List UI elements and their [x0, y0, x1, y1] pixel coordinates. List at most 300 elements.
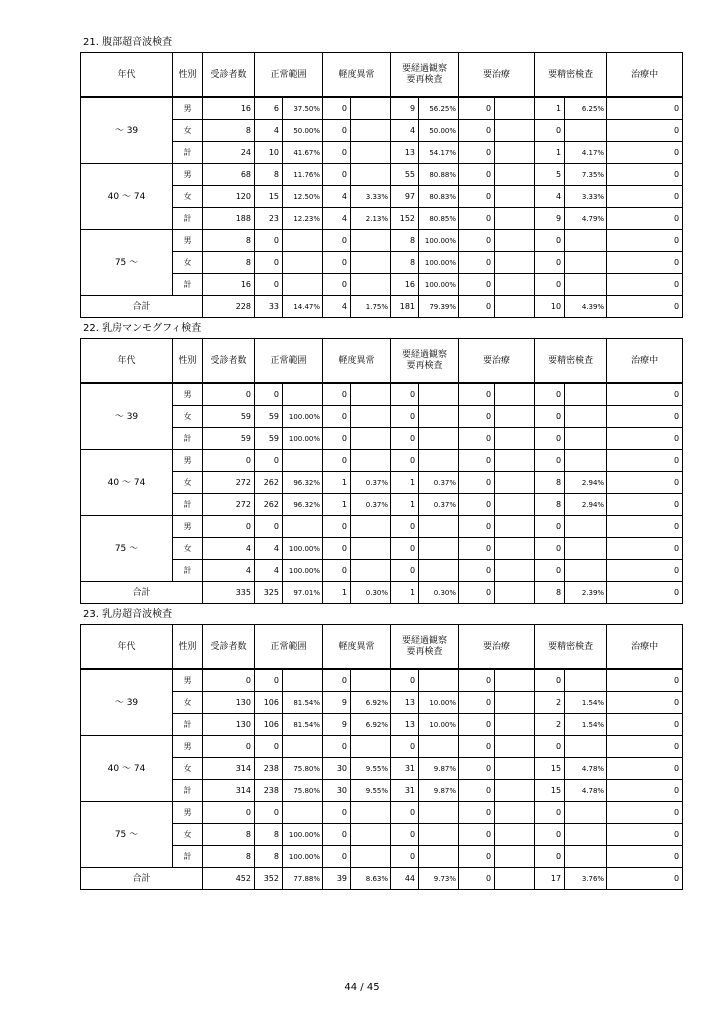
sex-cell: 計: [173, 274, 203, 296]
examinees-count: 335: [203, 582, 255, 604]
treatment-percent: [495, 97, 535, 120]
followup-count: 0: [391, 538, 419, 560]
detailed-count: 0: [535, 846, 565, 868]
sex-cell: 計: [173, 428, 203, 450]
normal-count: 8: [255, 824, 283, 846]
treatment-count: 0: [459, 274, 495, 296]
table-row: [81, 736, 683, 758]
followup-count: 0: [391, 450, 419, 472]
mild-percent: 8.63%: [351, 868, 391, 890]
detailed-count: 2: [535, 714, 565, 736]
sex-cell: 男: [173, 736, 203, 758]
under-treatment-count: 0: [607, 824, 683, 846]
mild-percent: [351, 274, 391, 296]
followup-percent: [419, 450, 459, 472]
detailed-percent: 4.79%: [565, 208, 607, 230]
mild-percent: [351, 824, 391, 846]
followup-percent: [419, 824, 459, 846]
detailed-count: 4: [535, 186, 565, 208]
normal-count: 262: [255, 494, 283, 516]
normal-count: 6: [255, 97, 283, 120]
detailed-percent: [565, 669, 607, 692]
under-treatment-count: 0: [607, 97, 683, 120]
examinees-count: 16: [203, 274, 255, 296]
followup-percent: 80.88%: [419, 164, 459, 186]
treatment-percent: [495, 802, 535, 824]
mild-count: 0: [323, 802, 351, 824]
detailed-count: 0: [535, 736, 565, 758]
followup-percent: 9.87%: [419, 780, 459, 802]
normal-percent: 50.00%: [283, 120, 323, 142]
normal-percent: [283, 274, 323, 296]
treatment-count: 0: [459, 868, 495, 890]
examinees-count: 0: [203, 383, 255, 406]
examinees-count: 0: [203, 736, 255, 758]
mild-percent: [351, 669, 391, 692]
followup-count: 13: [391, 692, 419, 714]
followup-count: 31: [391, 780, 419, 802]
header-age: 年代: [81, 339, 173, 384]
mild-count: 30: [323, 758, 351, 780]
header-sex: 性別: [173, 339, 203, 384]
header-normal: 正常範囲: [255, 339, 323, 384]
treatment-percent: [495, 142, 535, 164]
mild-count: 0: [323, 538, 351, 560]
header-followup: 要経過観察 要再検査: [391, 625, 459, 670]
normal-percent: 77.88%: [283, 868, 323, 890]
followup-count: 1: [391, 582, 419, 604]
examinees-count: 130: [203, 714, 255, 736]
under-treatment-count: 0: [607, 274, 683, 296]
mild-percent: [351, 428, 391, 450]
mild-percent: 9.55%: [351, 780, 391, 802]
followup-count: 0: [391, 516, 419, 538]
mild-count: 1: [323, 494, 351, 516]
followup-percent: 0.37%: [419, 472, 459, 494]
normal-percent: 97.01%: [283, 582, 323, 604]
mild-count: 0: [323, 230, 351, 252]
under-treatment-count: 0: [607, 868, 683, 890]
sex-cell: 女: [173, 120, 203, 142]
detailed-count: 10: [535, 296, 565, 318]
treatment-percent: [495, 516, 535, 538]
followup-count: 8: [391, 230, 419, 252]
sex-cell: 男: [173, 383, 203, 406]
under-treatment-count: 0: [607, 186, 683, 208]
under-treatment-count: 0: [607, 142, 683, 164]
mild-count: 0: [323, 450, 351, 472]
examinees-count: 314: [203, 758, 255, 780]
treatment-percent: [495, 669, 535, 692]
under-treatment-count: 0: [607, 164, 683, 186]
under-treatment-count: 0: [607, 383, 683, 406]
followup-percent: [419, 516, 459, 538]
normal-percent: 100.00%: [283, 824, 323, 846]
treatment-count: 0: [459, 560, 495, 582]
detailed-count: 0: [535, 560, 565, 582]
followup-count: 13: [391, 714, 419, 736]
under-treatment-count: 0: [607, 780, 683, 802]
mild-count: 1: [323, 472, 351, 494]
mild-percent: 6.92%: [351, 692, 391, 714]
detailed-count: 8: [535, 582, 565, 604]
header-sex: 性別: [173, 625, 203, 670]
normal-count: 59: [255, 428, 283, 450]
mild-count: 0: [323, 142, 351, 164]
treatment-percent: [495, 450, 535, 472]
followup-count: 152: [391, 208, 419, 230]
treatment-count: 0: [459, 120, 495, 142]
followup-count: 0: [391, 669, 419, 692]
sex-cell: 計: [173, 494, 203, 516]
mild-count: 0: [323, 97, 351, 120]
mild-percent: [351, 538, 391, 560]
normal-percent: [283, 383, 323, 406]
detailed-percent: [565, 450, 607, 472]
sex-cell: 女: [173, 406, 203, 428]
mild-count: 9: [323, 692, 351, 714]
sex-cell: 男: [173, 516, 203, 538]
total-label: 合計: [81, 296, 203, 318]
detailed-count: 0: [535, 428, 565, 450]
header-mild: 軽度異常: [323, 339, 391, 384]
header-age: 年代: [81, 53, 173, 98]
normal-percent: [283, 802, 323, 824]
header-sex: 性別: [173, 53, 203, 98]
normal-percent: 96.32%: [283, 494, 323, 516]
under-treatment-count: 0: [607, 560, 683, 582]
normal-count: 0: [255, 230, 283, 252]
mild-percent: [351, 406, 391, 428]
followup-percent: 0.37%: [419, 494, 459, 516]
normal-count: 4: [255, 120, 283, 142]
examinees-count: 228: [203, 296, 255, 318]
mild-percent: [351, 120, 391, 142]
followup-count: 0: [391, 428, 419, 450]
header-examinees: 受診者数: [203, 53, 255, 98]
detailed-count: 15: [535, 758, 565, 780]
mild-percent: [351, 802, 391, 824]
normal-percent: 12.23%: [283, 208, 323, 230]
mild-count: 0: [323, 669, 351, 692]
normal-count: 4: [255, 560, 283, 582]
total-label: 合計: [81, 582, 203, 604]
normal-count: 0: [255, 516, 283, 538]
followup-count: 13: [391, 142, 419, 164]
mild-percent: [351, 516, 391, 538]
section-breast-ultrasound: [80, 608, 682, 890]
mild-count: 4: [323, 186, 351, 208]
examinees-count: 59: [203, 428, 255, 450]
detailed-percent: 4.17%: [565, 142, 607, 164]
normal-percent: 75.80%: [283, 780, 323, 802]
examinees-count: 68: [203, 164, 255, 186]
detailed-count: 0: [535, 802, 565, 824]
normal-percent: 41.67%: [283, 142, 323, 164]
treatment-percent: [495, 208, 535, 230]
mild-percent: [351, 846, 391, 868]
normal-count: 23: [255, 208, 283, 230]
examinees-count: 0: [203, 669, 255, 692]
examinees-count: 24: [203, 142, 255, 164]
mild-count: 0: [323, 120, 351, 142]
detailed-count: 0: [535, 824, 565, 846]
normal-count: 0: [255, 252, 283, 274]
header-normal: 正常範囲: [255, 625, 323, 670]
detailed-percent: [565, 824, 607, 846]
age-group-cell: ～ 39: [81, 383, 173, 450]
treatment-count: 0: [459, 846, 495, 868]
header-row: [81, 625, 683, 670]
followup-percent: [419, 428, 459, 450]
followup-percent: 80.85%: [419, 208, 459, 230]
table-row: [81, 802, 683, 824]
mild-count: 0: [323, 516, 351, 538]
mild-percent: 0.37%: [351, 472, 391, 494]
normal-count: 0: [255, 274, 283, 296]
table-row: [81, 383, 683, 406]
header-treatment: 要治療: [459, 339, 535, 384]
section-title: 22. 乳房マンモグフィ検査: [83, 323, 202, 334]
under-treatment-count: 0: [607, 714, 683, 736]
normal-count: 352: [255, 868, 283, 890]
detailed-count: 8: [535, 472, 565, 494]
normal-count: 0: [255, 669, 283, 692]
normal-percent: 100.00%: [283, 406, 323, 428]
normal-count: 10: [255, 142, 283, 164]
detailed-count: 17: [535, 868, 565, 890]
examinees-count: 8: [203, 846, 255, 868]
table-row: [81, 164, 683, 186]
detailed-count: 1: [535, 97, 565, 120]
header-row: [81, 53, 683, 98]
normal-count: 262: [255, 472, 283, 494]
detailed-count: 0: [535, 406, 565, 428]
mild-count: 0: [323, 824, 351, 846]
normal-count: 4: [255, 538, 283, 560]
detailed-percent: [565, 802, 607, 824]
followup-percent: [419, 669, 459, 692]
total-label: 合計: [81, 868, 203, 890]
mild-count: 0: [323, 736, 351, 758]
treatment-percent: [495, 736, 535, 758]
under-treatment-count: 0: [607, 669, 683, 692]
treatment-percent: [495, 186, 535, 208]
examinees-count: 8: [203, 230, 255, 252]
followup-count: 1: [391, 472, 419, 494]
mild-count: 0: [323, 164, 351, 186]
treatment-count: 0: [459, 824, 495, 846]
treatment-count: 0: [459, 97, 495, 120]
total-row: [81, 582, 683, 604]
normal-percent: 100.00%: [283, 538, 323, 560]
followup-count: 0: [391, 824, 419, 846]
normal-percent: [283, 450, 323, 472]
treatment-count: 0: [459, 802, 495, 824]
under-treatment-count: 0: [607, 472, 683, 494]
detailed-count: 15: [535, 780, 565, 802]
followup-percent: 56.25%: [419, 97, 459, 120]
detailed-percent: 3.76%: [565, 868, 607, 890]
treatment-percent: [495, 406, 535, 428]
normal-percent: [283, 669, 323, 692]
mild-count: 9: [323, 714, 351, 736]
mild-count: 1: [323, 582, 351, 604]
detailed-percent: [565, 736, 607, 758]
mild-count: 39: [323, 868, 351, 890]
normal-count: 59: [255, 406, 283, 428]
treatment-percent: [495, 538, 535, 560]
mild-percent: 2.13%: [351, 208, 391, 230]
section-abdominal-ultrasound: [80, 36, 682, 318]
normal-percent: 100.00%: [283, 846, 323, 868]
detailed-count: 0: [535, 669, 565, 692]
normal-count: 33: [255, 296, 283, 318]
normal-count: 0: [255, 450, 283, 472]
detailed-percent: [565, 406, 607, 428]
examinees-count: 130: [203, 692, 255, 714]
under-treatment-count: 0: [607, 428, 683, 450]
treatment-percent: [495, 230, 535, 252]
followup-percent: [419, 802, 459, 824]
treatment-count: 0: [459, 758, 495, 780]
followup-percent: [419, 406, 459, 428]
sex-cell: 女: [173, 692, 203, 714]
followup-count: 0: [391, 560, 419, 582]
sex-cell: 男: [173, 669, 203, 692]
header-detailed: 要精密検査: [535, 53, 607, 98]
detailed-percent: 7.35%: [565, 164, 607, 186]
detailed-percent: [565, 274, 607, 296]
treatment-percent: [495, 714, 535, 736]
mild-count: 0: [323, 383, 351, 406]
normal-percent: 12.50%: [283, 186, 323, 208]
followup-count: 181: [391, 296, 419, 318]
treatment-percent: [495, 274, 535, 296]
under-treatment-count: 0: [607, 692, 683, 714]
detailed-count: 1: [535, 142, 565, 164]
under-treatment-count: 0: [607, 538, 683, 560]
detailed-count: 0: [535, 516, 565, 538]
header-detailed: 要精密検査: [535, 625, 607, 670]
followup-count: 1: [391, 494, 419, 516]
under-treatment-count: 0: [607, 406, 683, 428]
detailed-count: 2: [535, 692, 565, 714]
under-treatment-count: 0: [607, 736, 683, 758]
followup-count: 0: [391, 802, 419, 824]
treatment-percent: [495, 472, 535, 494]
section-mammography: [80, 322, 682, 604]
detailed-percent: 1.54%: [565, 714, 607, 736]
table-row: [81, 97, 683, 120]
detailed-percent: [565, 383, 607, 406]
normal-percent: [283, 252, 323, 274]
examinees-count: 120: [203, 186, 255, 208]
under-treatment-count: 0: [607, 846, 683, 868]
normal-count: 8: [255, 846, 283, 868]
age-group-cell: ～ 39: [81, 97, 173, 164]
followup-percent: 50.00%: [419, 120, 459, 142]
treatment-count: 0: [459, 296, 495, 318]
detailed-percent: [565, 252, 607, 274]
followup-percent: 10.00%: [419, 692, 459, 714]
detailed-count: 0: [535, 450, 565, 472]
examinees-count: 272: [203, 494, 255, 516]
sex-cell: 計: [173, 560, 203, 582]
followup-count: 0: [391, 736, 419, 758]
mild-percent: 3.33%: [351, 186, 391, 208]
normal-count: 0: [255, 383, 283, 406]
followup-percent: [419, 846, 459, 868]
treatment-count: 0: [459, 472, 495, 494]
examinees-count: 0: [203, 516, 255, 538]
normal-percent: 100.00%: [283, 560, 323, 582]
normal-percent: [283, 230, 323, 252]
under-treatment-count: 0: [607, 582, 683, 604]
results-table: [80, 624, 683, 890]
followup-percent: [419, 560, 459, 582]
sex-cell: 女: [173, 186, 203, 208]
header-treatment: 要治療: [459, 53, 535, 98]
mild-count: 0: [323, 252, 351, 274]
under-treatment-count: 0: [607, 230, 683, 252]
sex-cell: 男: [173, 164, 203, 186]
mild-percent: [351, 97, 391, 120]
treatment-count: 0: [459, 186, 495, 208]
under-treatment-count: 0: [607, 252, 683, 274]
mild-count: 0: [323, 560, 351, 582]
followup-count: 31: [391, 758, 419, 780]
header-treatment: 要治療: [459, 625, 535, 670]
treatment-percent: [495, 780, 535, 802]
followup-count: 55: [391, 164, 419, 186]
followup-percent: 9.73%: [419, 868, 459, 890]
table-row: [81, 669, 683, 692]
detailed-percent: 4.78%: [565, 758, 607, 780]
results-table: [80, 338, 683, 604]
mild-percent: 1.75%: [351, 296, 391, 318]
treatment-percent: [495, 560, 535, 582]
mild-percent: [351, 164, 391, 186]
mild-percent: [351, 560, 391, 582]
results-table: [80, 52, 683, 318]
treatment-count: 0: [459, 450, 495, 472]
treatment-count: 0: [459, 538, 495, 560]
followup-percent: 100.00%: [419, 230, 459, 252]
examinees-count: 8: [203, 252, 255, 274]
treatment-count: 0: [459, 582, 495, 604]
detailed-percent: 6.25%: [565, 97, 607, 120]
sex-cell: 女: [173, 758, 203, 780]
followup-count: 97: [391, 186, 419, 208]
total-row: [81, 296, 683, 318]
treatment-percent: [495, 758, 535, 780]
examinees-count: 8: [203, 824, 255, 846]
sex-cell: 女: [173, 824, 203, 846]
treatment-percent: [495, 824, 535, 846]
detailed-percent: 2.94%: [565, 472, 607, 494]
sex-cell: 女: [173, 538, 203, 560]
detailed-percent: 2.94%: [565, 494, 607, 516]
under-treatment-count: 0: [607, 802, 683, 824]
treatment-count: 0: [459, 516, 495, 538]
header-under-treatment: 治療中: [607, 339, 683, 384]
mild-count: 4: [323, 296, 351, 318]
treatment-count: 0: [459, 736, 495, 758]
sex-cell: 男: [173, 97, 203, 120]
header-normal: 正常範囲: [255, 53, 323, 98]
followup-percent: 54.17%: [419, 142, 459, 164]
